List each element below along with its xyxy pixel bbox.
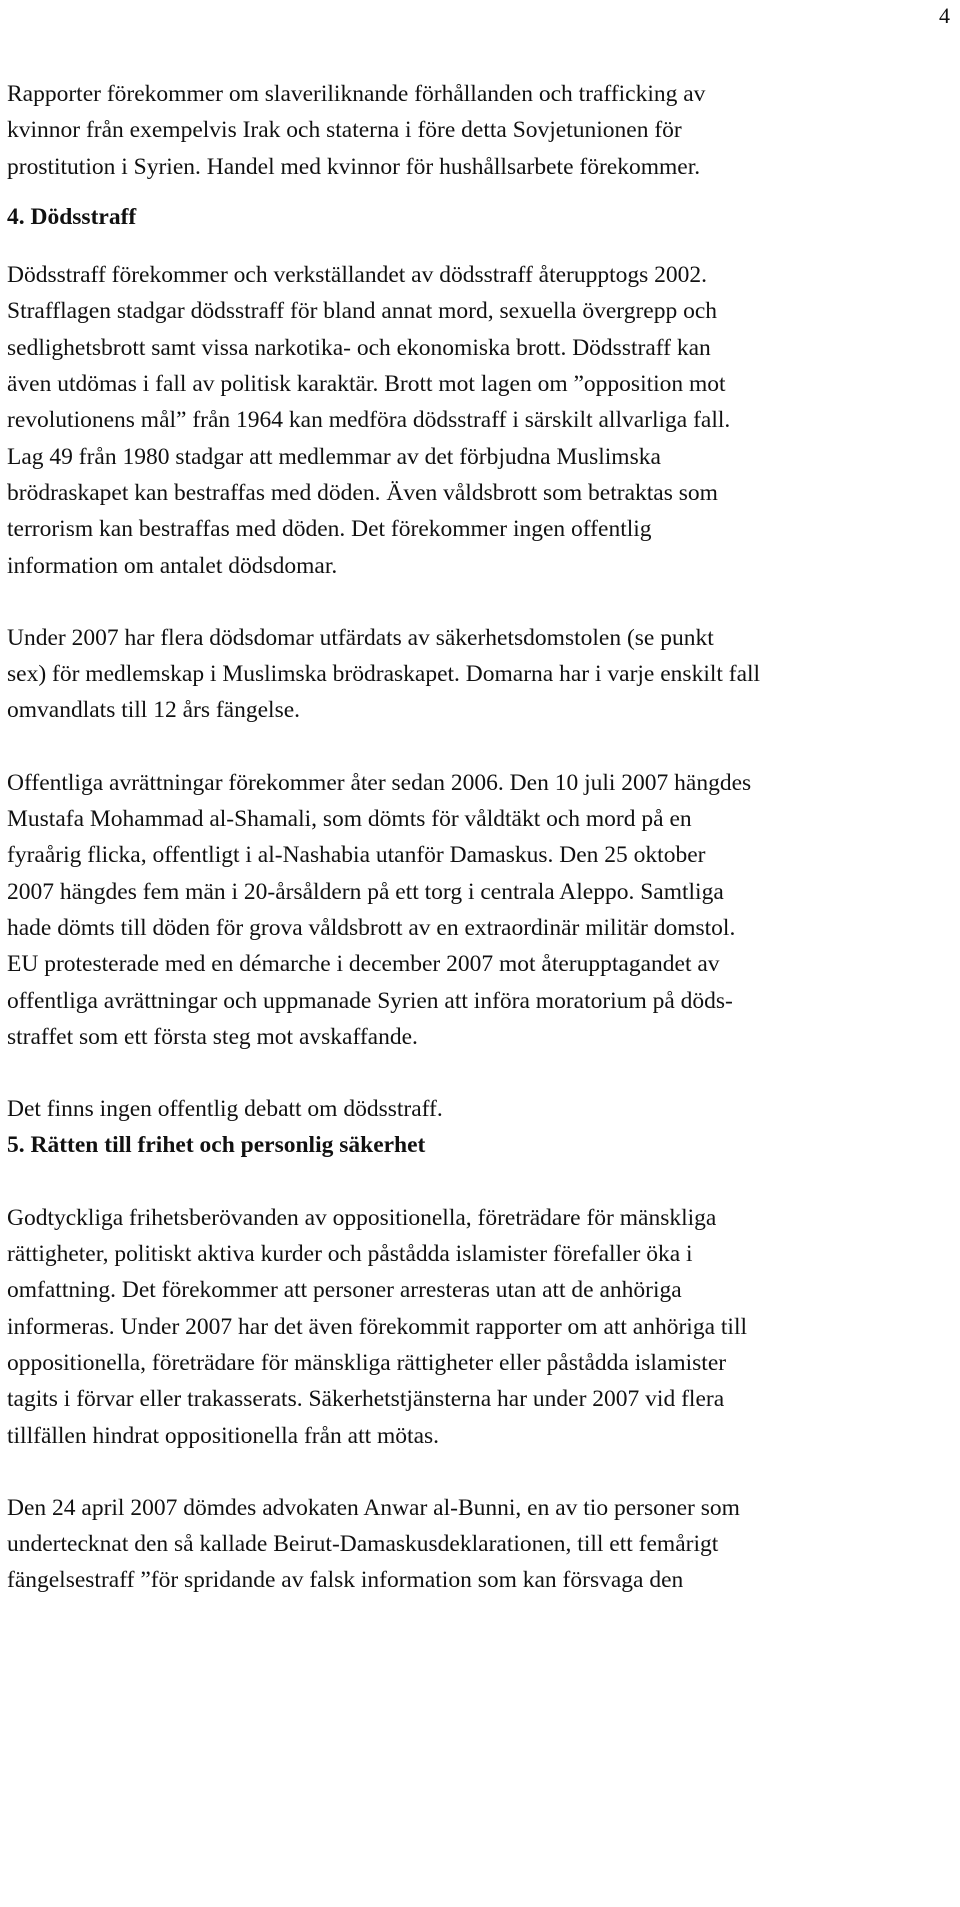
paragraph-dodsstraff-4: Det finns ingen offentlig debatt om dödsstraff. <box>7 1096 443 1123</box>
text-line: hade dömts till döden för grova våldsbrott av en extraordinär militär domstol. <box>7 914 736 941</box>
text-line: Den 24 april 2007 dömdes advokaten Anwar al-Bunni, en av tio personer som <box>7 1494 740 1521</box>
paragraph-dodsstraff-1 <box>7 257 957 584</box>
text-line: Godtyckliga frihetsberövanden av oppositionella, företrädare för mänskliga <box>7 1204 717 1231</box>
paragraph-frihet-2 <box>7 1490 957 1599</box>
text-line: Strafflagen stadgar dödsstraff för bland annat mord, sexuella övergrepp och <box>7 298 718 325</box>
text-line: fängelsestraff ”för spridande av falsk information som kan försvaga den <box>7 1567 684 1594</box>
text-line: offentliga avrättningar och uppmanade Syrien att införa moratorium på döds- <box>7 987 733 1014</box>
text-line: EU protesterade med en démarche i december 2007 mot återupptagandet av <box>7 951 720 978</box>
text-line: fyraårig flicka, offentligt i al-Nashabia utanför Damaskus. Den 25 oktober <box>7 842 706 869</box>
text-line: Offentliga avrättningar förekommer åter sedan 2006. Den 10 juli 2007 hängdes <box>7 769 752 796</box>
text-line: information om antalet dödsdomar. <box>7 552 338 579</box>
text-line: Lag 49 från 1980 stadgar att medlemmar av det förbjudna Muslimska <box>7 443 661 470</box>
text-line: terrorism kan bestraffas med döden. Det förekommer ingen offentlig <box>7 516 652 543</box>
text-line: Under 2007 har flera dödsdomar utfärdats av säkerhetsdomstolen (se punkt <box>7 624 714 651</box>
text-line: undertecknat den så kallade Beirut-Damaskusdeklarationen, till ett femårigt <box>7 1531 719 1558</box>
document-body <box>0 76 957 1599</box>
text-line: även utdömas i fall av politisk karaktär. Brott mot lagen om ”opposition mot <box>7 371 726 398</box>
text-line: tagits i förvar eller trakasserats. Säkerhetstjänsterna har under 2007 vid flera <box>7 1386 725 1413</box>
section-heading-frihet: 5. Rätten till frihet och personlig säkerhet <box>7 1132 426 1159</box>
page-number: 4 <box>939 3 950 28</box>
section-heading-dodsstraff: 4. Dödsstraff <box>7 203 137 230</box>
text-line: omfattning. Det förekommer att personer arresteras utan att de anhöriga <box>7 1277 682 1304</box>
paragraph-intro <box>7 76 957 185</box>
paragraph-frihet-1 <box>7 1200 957 1454</box>
text-line: Rapporter förekommer om slaveriliknande förhållanden och trafficking av <box>7 81 706 107</box>
text-line: informeras. Under 2007 har det även förekommit rapporter om att anhöriga till <box>7 1313 748 1340</box>
text-line: 2007 hängdes fem män i 20-årsåldern på ett torg i centrala Aleppo. Samtliga <box>7 878 724 905</box>
text-line: tillfällen hindrat oppositionella från att mötas. <box>7 1422 440 1449</box>
text-line: oppositionella, företrädare för mänskliga rättigheter eller påstådda islamister <box>7 1349 727 1376</box>
text-line: revolutionens mål” från 1964 kan medföra dödsstraff i särskilt allvarliga fall. <box>7 407 731 434</box>
text-line: brödraskapet kan bestraffas med döden. Även våldsbrott som betraktas som <box>7 479 718 506</box>
text-line: kvinnor från exempelvis Irak och staterna i före detta Sovjetunionen för <box>7 117 682 144</box>
text-line: straffet som ett första steg mot avskaffande. <box>7 1023 418 1050</box>
paragraph-dodsstraff-2 <box>7 620 957 729</box>
text-line: prostitution i Syrien. Handel med kvinnor för hushållsarbete förekommer. <box>7 153 701 180</box>
text-line: omvandlats till 12 års fängelse. <box>7 697 301 724</box>
text-line: rättigheter, politiskt aktiva kurder och påstådda islamister förefaller öka i <box>7 1241 693 1268</box>
text-line: sedlighetsbrott samt vissa narkotika- och ekonomiska brott. Dödsstraff kan <box>7 334 711 361</box>
text-line: Dödsstraff förekommer och verkställandet av dödsstraff återupptogs 2002. <box>7 262 708 289</box>
text-line: Mustafa Mohammad al-Shamali, som dömts för våldtäkt och mord på en <box>7 806 692 833</box>
paragraph-dodsstraff-3 <box>7 765 957 1055</box>
text-line: sex) för medlemskap i Muslimska brödraskapet. Domarna har i varje enskilt fall <box>7 661 761 688</box>
